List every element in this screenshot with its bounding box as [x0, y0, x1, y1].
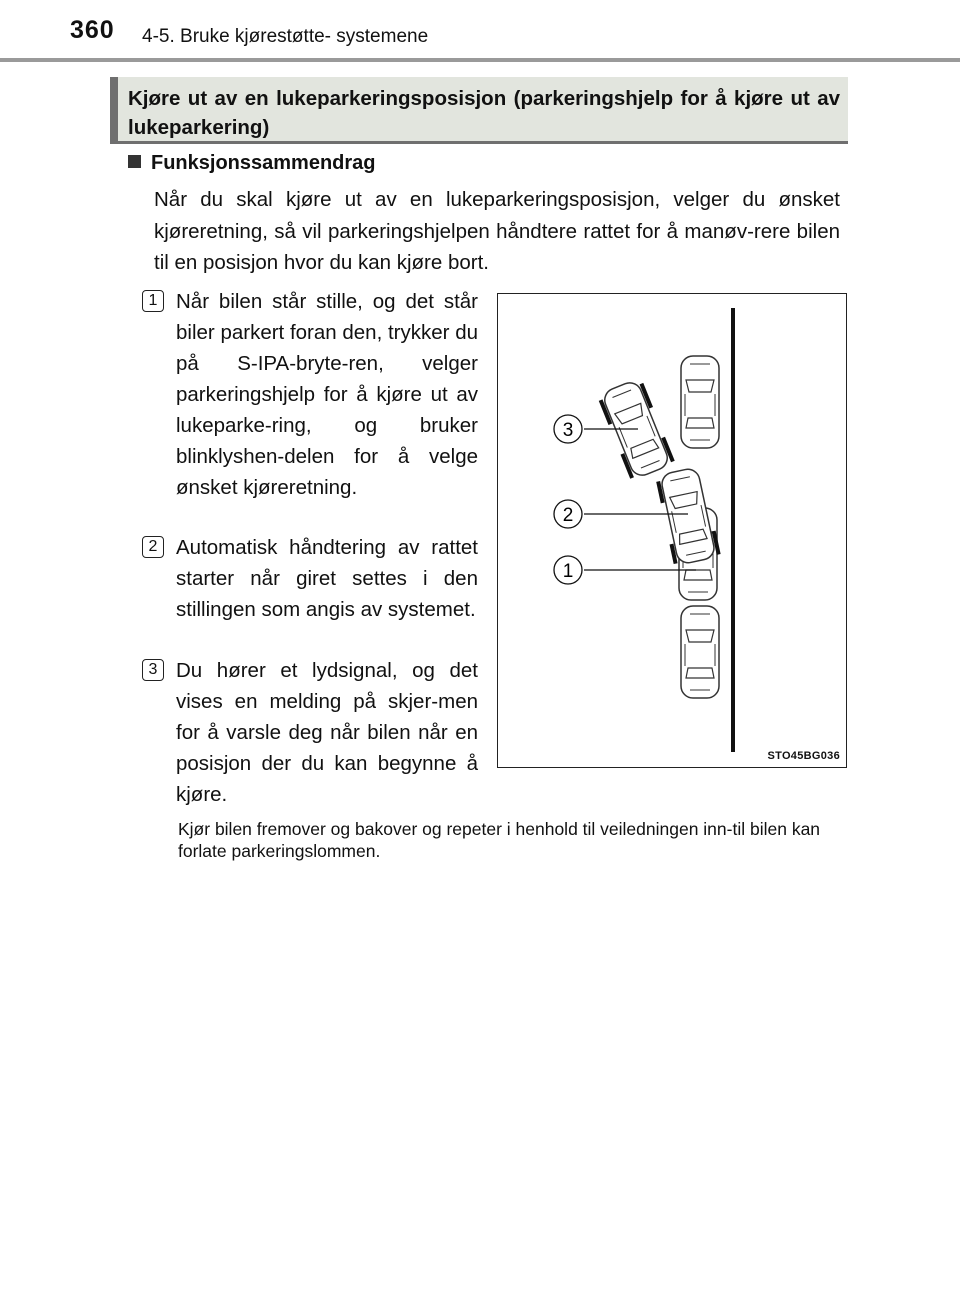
parking-illustration [497, 293, 847, 768]
parked-car-front [681, 356, 719, 448]
square-bullet-icon [128, 155, 141, 168]
step-number-badge: 2 [142, 536, 164, 558]
intro-paragraph: Når du skal kjøre ut av en lukeparkeringsposisjon, velger du ønsket kjøreretning, så vil parkeringshjelpen håndtere rattet for å manøv-rere bilen til en posisjon hvor du kan kjøre bort. [154, 188, 840, 274]
page-header [0, 0, 960, 62]
step-number-badge: 1 [142, 290, 164, 312]
step-text: Automatisk håndtering av rattet starter når giret settes i den stillingen som angis av systemet. [176, 536, 478, 621]
callout-1-label: 1 [562, 561, 574, 582]
note-text: Kjør bilen fremover og bakover og repeter i henhold til veiledningen inn-til bilen kan forlate parkeringslommen. [178, 819, 821, 861]
chapter-title: 4-5. Bruke kjørestøtte- systemene [142, 26, 429, 47]
parked-car-rear [681, 606, 719, 698]
section-heading-box [110, 77, 848, 144]
step-text: Når bilen står stille, og det står biler parkert foran den, trykker du på S-IPA-bryte-ren, velger parkeringshjelp for å kjøre ut av lukeparke-ring, og bruker blinklyshen-delen for å velge ønsket kjøreretning. [176, 290, 478, 499]
subsection-title: Funksjonssammendrag [151, 152, 376, 174]
callout-3-label: 3 [562, 420, 574, 441]
step-number-badge: 3 [142, 659, 164, 681]
section-title: Kjøre ut av en lukeparkeringsposisjon (parkeringshjelp for å kjøre ut av lukeparkering) [128, 87, 840, 139]
figure-code: STO45BG036 [767, 750, 840, 762]
header-rule [0, 58, 960, 62]
parking-diagram [498, 294, 848, 769]
subsection-heading [128, 152, 376, 175]
step-text: Du hører et lydsignal, og det vises en melding på skjer-men for å varsle deg når bilen når en posisjon der du kan begynne å kjøre. [176, 659, 478, 806]
page-number: 360 [70, 16, 115, 44]
callout-2-label: 2 [562, 505, 574, 526]
section-heading-bar [110, 77, 118, 141]
